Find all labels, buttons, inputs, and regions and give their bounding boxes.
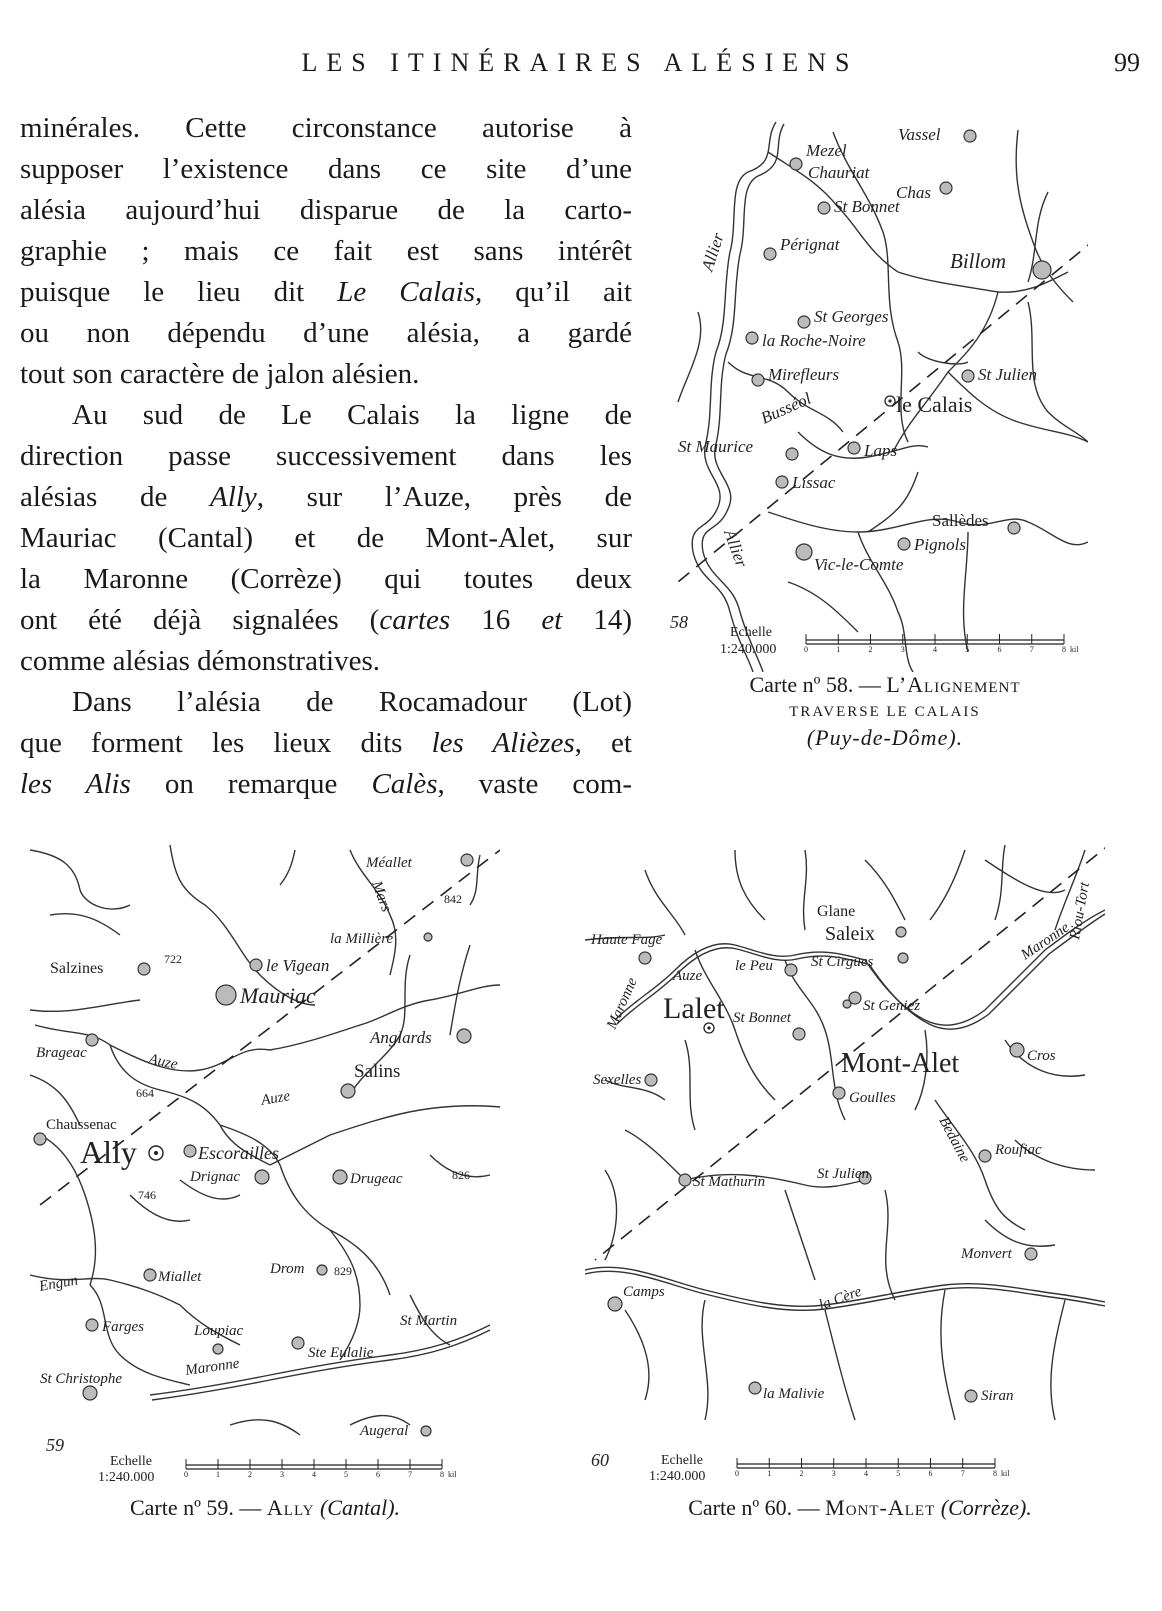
map-59 — [30, 835, 500, 1485]
map-label: Salins — [354, 1061, 401, 1082]
scale-tick-label: 3 — [280, 1470, 284, 1479]
text-line: ou non dépendu d’une alésia, a gardé — [20, 317, 632, 349]
body-text — [20, 108, 632, 805]
map-label: St Julien — [817, 1166, 870, 1182]
caption-60: Carte nº 60. — Mont-Alet (Corrèze). — [688, 1495, 1032, 1520]
scale-tick-label: 0 — [184, 1470, 188, 1479]
map-label: Riou-Tort — [1067, 880, 1093, 941]
map-label: Glane — [817, 903, 856, 920]
map-label: le Peu — [735, 958, 773, 974]
map-label: Ally — [80, 1134, 137, 1170]
map-label: Pignols — [914, 535, 966, 554]
map-label: Maronne — [1018, 919, 1073, 964]
map-label: Bedaine — [935, 1114, 973, 1166]
page-number: 99 — [1114, 48, 1140, 77]
map-label: Sallèdes — [932, 511, 989, 530]
map-label: Vassel — [898, 125, 941, 144]
map-label: Haute Fage — [591, 932, 663, 948]
map-label: St Bonnet — [834, 197, 900, 216]
map-label: Allier — [697, 230, 728, 274]
map-label: le Calais — [896, 392, 973, 417]
scale-tick-label: 7 — [408, 1470, 412, 1479]
svg-text:1:240.000: 1:240.000 — [720, 642, 777, 657]
text-line: la Maronne (Corrèze) qui toutes deux — [20, 563, 632, 595]
text-line: Au sud de Le Calais la ligne de — [72, 399, 632, 431]
svg-text:Echelle: Echelle — [110, 1454, 152, 1469]
map-label: 746 — [138, 1188, 156, 1202]
scale-unit: kil — [1070, 645, 1079, 654]
text-line: alésias de Ally, sur l’Auze, près de — [20, 481, 633, 513]
map-label: Monvert — [961, 1246, 1012, 1262]
scale-tick-label: 8 — [1062, 645, 1066, 654]
text-line: tout son caractère de jalon alésien. — [20, 358, 420, 390]
text-line: supposer l’existence dans ce site d’une — [20, 153, 632, 185]
scale-tick-label: 5 — [965, 645, 970, 654]
map-label: Maronne — [184, 1355, 241, 1379]
svg-text:Echelle: Echelle — [730, 625, 772, 640]
map-label: Ste Eulalie — [308, 1345, 374, 1361]
scale-tick-label: 0 — [735, 1469, 739, 1478]
map-label: Mirefleurs — [768, 365, 840, 384]
scale-tick-label: 2 — [868, 645, 873, 654]
map-label: la Malivie — [763, 1386, 825, 1402]
map-label: Anglards — [370, 1028, 432, 1047]
map-label: 722 — [164, 952, 182, 966]
map-label: Cros — [1027, 1048, 1056, 1064]
map-60 — [585, 840, 1105, 1480]
map-number: 60 — [591, 1450, 609, 1470]
map-58-drawing — [668, 112, 1088, 672]
map-label: Engun — [37, 1272, 80, 1295]
map-label: Vic-le-Comte — [814, 555, 904, 574]
map-label: Pérignat — [780, 235, 840, 254]
scale-tick-label: 1 — [836, 645, 841, 654]
map-label: St Geniez — [863, 998, 921, 1014]
map-label: Sexelles — [593, 1072, 642, 1088]
map-label: Busséol — [757, 388, 814, 428]
scale-tick-label: 4 — [312, 1470, 316, 1479]
scale-bar — [649, 1453, 1010, 1480]
scale-tick-label: 6 — [928, 1469, 933, 1478]
caption-58: Carte nº 58. — L’Alignement TRAVERSE LE CALAIS (Puy-de-Dôme). — [749, 672, 1021, 750]
map-label: Augeral — [360, 1423, 409, 1439]
text-line: ont été déjà signalées (cartes 16 et 14) — [20, 604, 632, 636]
scale-tick-label: 5 — [896, 1469, 901, 1478]
scale-tick-label: 4 — [864, 1469, 868, 1478]
map-label: Escorailles — [198, 1143, 279, 1163]
text-line: graphie ; mais ce fait est sans intérêt — [20, 235, 632, 267]
text-line: comme alésias démonstratives. — [20, 645, 380, 677]
map-label: Miallet — [158, 1269, 202, 1285]
scale-bar — [98, 1454, 457, 1485]
map-label: St Christophe — [40, 1371, 123, 1387]
scale-bar — [720, 625, 1079, 657]
scale-tick-label: 5 — [344, 1470, 348, 1479]
map-label: Mezel — [806, 141, 847, 160]
map-label: Maronne — [604, 975, 641, 1032]
scale-tick-label: 3 — [831, 1469, 836, 1478]
map-59-drawing — [30, 835, 500, 1485]
svg-text:1:240.000: 1:240.000 — [98, 1470, 155, 1485]
text-line: minérales. Cette circonstance autorise à — [20, 112, 632, 144]
map-label: Roufiac — [995, 1142, 1042, 1158]
map-label: Drignac — [190, 1169, 240, 1185]
map-label: Auze — [673, 968, 703, 984]
map-60-drawing — [585, 840, 1105, 1480]
map-label: Brageac — [36, 1045, 87, 1061]
scale-tick-label: 2 — [799, 1469, 804, 1478]
map-label: Goulles — [849, 1090, 896, 1106]
text-line: les Alis on remarque Calès, vaste com- — [20, 768, 632, 800]
map-label: la Roche-Noire — [762, 331, 866, 350]
map-label: Chaussenac — [46, 1117, 117, 1133]
text-line: puisque le lieu dit Le Calais, qu’il ait — [20, 276, 632, 308]
map-label: le Vigean — [266, 956, 330, 975]
map-label: Auze — [147, 1051, 180, 1073]
map-label: Billom — [950, 249, 1006, 273]
map-label: Drugeac — [350, 1171, 403, 1187]
caption-59: Carte nº 59. — Ally (Cantal). — [129, 1495, 401, 1520]
map-label: Siran — [981, 1388, 1014, 1404]
scale-tick-label: 8 — [440, 1470, 444, 1479]
scale-tick-label: 7 — [1029, 645, 1034, 654]
map-label: Mauriac — [240, 983, 316, 1008]
scale-tick-label: 2 — [248, 1470, 252, 1479]
map-label: Allier — [720, 526, 752, 570]
map-label: 842 — [444, 892, 462, 906]
scale-tick-label: 7 — [960, 1469, 965, 1478]
map-label: St Georges — [814, 307, 889, 326]
map-label: 829 — [334, 1264, 352, 1278]
scale-tick-label: 0 — [804, 645, 808, 654]
map-label: Salzines — [50, 960, 104, 977]
map-label: St Maurice — [678, 437, 754, 456]
scale-unit: kil — [448, 1470, 457, 1479]
map-label: Loupiac — [194, 1323, 244, 1339]
text-line: Mauriac (Cantal) et de Mont-Alet, sur — [20, 522, 632, 554]
map-number: 59 — [46, 1435, 64, 1455]
map-label: Mont-Alet — [841, 1048, 960, 1079]
text-line: que forment les lieux dits les Alièzes, et — [20, 727, 632, 759]
map-label: Laps — [864, 441, 898, 460]
map-label: Chauriat — [808, 163, 870, 182]
map-label: Lalet — [663, 992, 725, 1025]
map-label: la Cère — [816, 1283, 864, 1314]
svg-text:1:240.000: 1:240.000 — [649, 1469, 706, 1480]
map-label: Auze — [259, 1088, 292, 1109]
scale-tick-label: 1 — [767, 1469, 772, 1478]
map-number: 58 — [670, 612, 688, 632]
svg-text:Echelle: Echelle — [661, 1453, 703, 1468]
map-58 — [668, 112, 1088, 672]
map-label: Drom — [270, 1261, 305, 1277]
scale-tick-label: 8 — [993, 1469, 997, 1478]
map-label: St Mathurin — [693, 1174, 766, 1190]
text-line: Dans l’alésia de Rocamadour (Lot) — [72, 686, 632, 718]
scale-tick-label: 6 — [376, 1470, 380, 1479]
map-label: St Bonnet — [733, 1010, 791, 1026]
map-label: St Cirgues — [811, 954, 874, 970]
map-label: Mars — [368, 878, 395, 915]
scale-tick-label: 6 — [997, 645, 1002, 654]
map-label: St Julien — [978, 365, 1038, 384]
map-label: Camps — [623, 1284, 665, 1300]
running-head: LES ITINÉRAIRES ALÉSIENS — [301, 48, 859, 77]
text-line: direction passe successivement dans les — [20, 440, 632, 472]
map-label: la Millière — [330, 931, 394, 947]
map-label: Farges — [102, 1319, 144, 1335]
scale-tick-label: 4 — [933, 645, 937, 654]
map-label: Chas — [896, 183, 931, 202]
map-label: 664 — [136, 1086, 154, 1100]
map-label: St Martin — [400, 1313, 458, 1329]
text-line: alésia aujourd’hui disparue de la carto- — [20, 194, 632, 226]
scale-tick-label: 1 — [216, 1470, 220, 1479]
map-label: Saleix — [825, 923, 875, 945]
map-label: 826 — [452, 1168, 470, 1182]
scale-tick-label: 3 — [900, 645, 905, 654]
map-label: Lissac — [792, 473, 836, 492]
map-label: Méallet — [366, 855, 412, 871]
scale-unit: kil — [1001, 1469, 1010, 1478]
